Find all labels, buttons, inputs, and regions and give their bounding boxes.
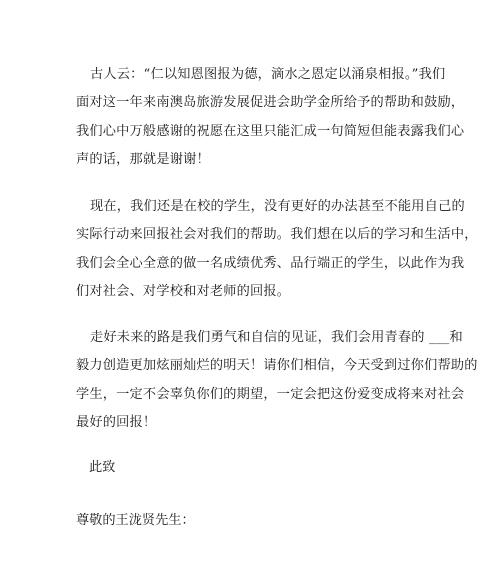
paragraph-line: 们对社会、对学校和对老师的回报。	[76, 283, 291, 299]
closing-phrase: 此致	[89, 460, 116, 475]
paragraph-line: 走好未来的路是我们勇气和自信的见证，我们会用青春的 ___和	[90, 330, 463, 345]
paragraph-line: 古人云：“仁以知恩图报为德，滴水之恩定以涌泉相报。”我们	[90, 67, 446, 82]
paragraph-line: 毅力创造更加炫丽灿烂的明天！请你们相信，今天受到过你们帮助的	[76, 358, 478, 374]
paragraph-line: 面对这一年来南澳岛旅游发展促进会助学金所给予的帮助和鼓励，	[76, 95, 465, 111]
paragraph-line: 我们会全心全意的做一名成绩优秀、品行端正的学生，以此作为我	[76, 255, 465, 271]
paragraph-line: 实际行动来回报社会对我们的帮助。我们想在以后的学习和生活中，	[76, 227, 478, 243]
paragraph-gratitude	[76, 61, 465, 174]
paragraph-current-status	[76, 193, 478, 306]
paragraph-line: 学生，一定不会辜负你们的期望，一定会把这份爱变成将来对社会	[76, 386, 465, 402]
paragraph-line: 现在，我们还是在校的学生，没有更好的办法甚至不能用自己的	[90, 199, 465, 214]
paragraph-future	[76, 324, 478, 437]
paragraph-line: 我们心中万般感谢的祝愿在这里只能汇成一句简短但能表露我们心	[76, 123, 465, 139]
paragraph-line: 声的话，那就是谢谢！	[76, 151, 210, 167]
paragraph-line: 最好的回报！	[76, 414, 157, 430]
salutation: 尊敬的王泷贤先生：	[76, 513, 195, 528]
